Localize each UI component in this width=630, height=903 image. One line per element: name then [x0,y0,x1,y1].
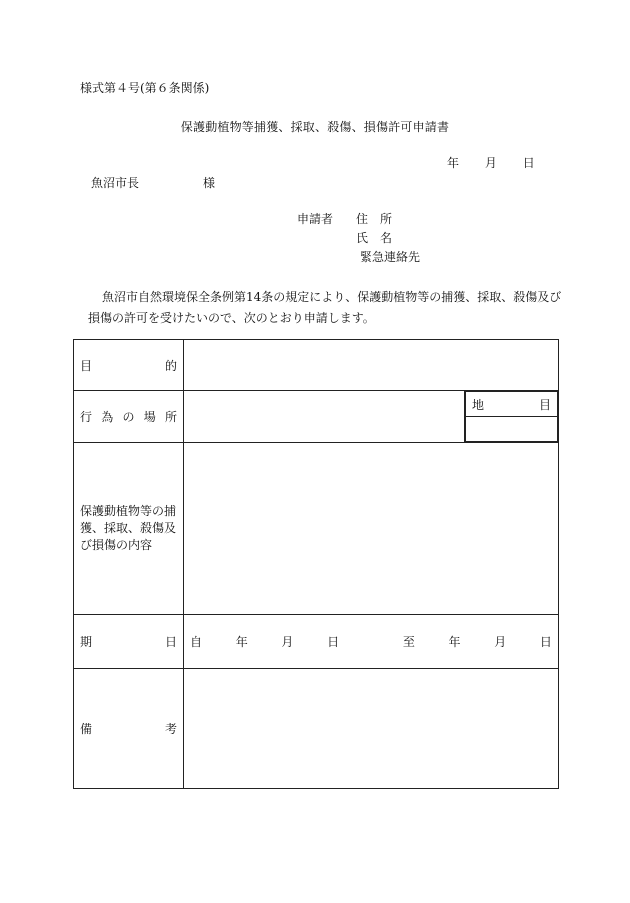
addressee-honorific: 様 [203,176,216,190]
remarks-label-char: 備 [80,722,93,736]
place-label-char: 所 [164,410,177,424]
date-year: 年 [447,156,460,170]
place-label-char: 為 [101,410,114,424]
remarks-label [74,669,184,789]
purpose-field[interactable] [184,340,559,391]
period-month: 月 [281,635,294,649]
place-label-char: の [122,410,135,424]
purpose-label [74,340,184,391]
chimoku-label-char: 地 [472,397,485,412]
date-line [447,156,535,170]
row-purpose [74,340,559,391]
remarks-label-char: 考 [164,722,177,736]
period-from: 自 [190,635,203,649]
period-year: 年 [448,635,461,649]
name-label: 氏 名 [356,231,393,245]
place-label-char: 行 [80,410,93,424]
addressee-name: 魚沼市長 [91,176,140,190]
period-label-char: 日 [164,635,177,649]
chimoku-subtable [465,391,558,442]
applicant-label: 申請者 [297,212,334,226]
period-label [74,615,184,669]
period-field[interactable] [184,615,559,669]
address-label: 住 所 [356,212,393,226]
place-label [74,391,184,443]
place-field[interactable] [184,391,465,443]
document-title: 保護動植物等捕獲、採取、殺傷、損傷許可申請書 [180,120,450,134]
period-month: 月 [494,635,507,649]
row-remarks [74,669,559,789]
period-day: 日 [327,635,340,649]
period-label-char: 期 [80,635,93,649]
addressee [91,176,215,190]
row-period [74,615,559,669]
date-month: 月 [484,156,497,170]
row-content [74,443,559,615]
purpose-label-char: 目 [80,358,93,373]
period-day: 日 [539,635,552,649]
chimoku-field[interactable] [466,417,558,442]
application-table [73,339,559,789]
chimoku-label [466,392,558,417]
date-day: 日 [522,156,535,170]
chimoku-label-char: 目 [538,397,551,412]
purpose-label-char: 的 [164,358,177,373]
remarks-field[interactable] [184,669,559,789]
contact-label: 緊急連絡先 [360,250,421,264]
chimoku-cell [465,391,559,443]
row-place [74,391,559,443]
body-text: 魚沼市自然環境保全条例第14条の規定により、保護動植物等の捕獲、採取、殺傷及び損傷の許可を受けたいので、次のとおり申請します。 [88,290,562,325]
period-year: 年 [235,635,248,649]
place-label-char: 場 [143,410,156,424]
content-field[interactable] [184,443,559,615]
period-to: 至 [402,635,415,649]
form-number: 様式第４号(第６条関係) [80,81,210,95]
content-label: 保護動植物等の捕獲、採取、殺傷及び損傷の内容 [74,443,184,615]
